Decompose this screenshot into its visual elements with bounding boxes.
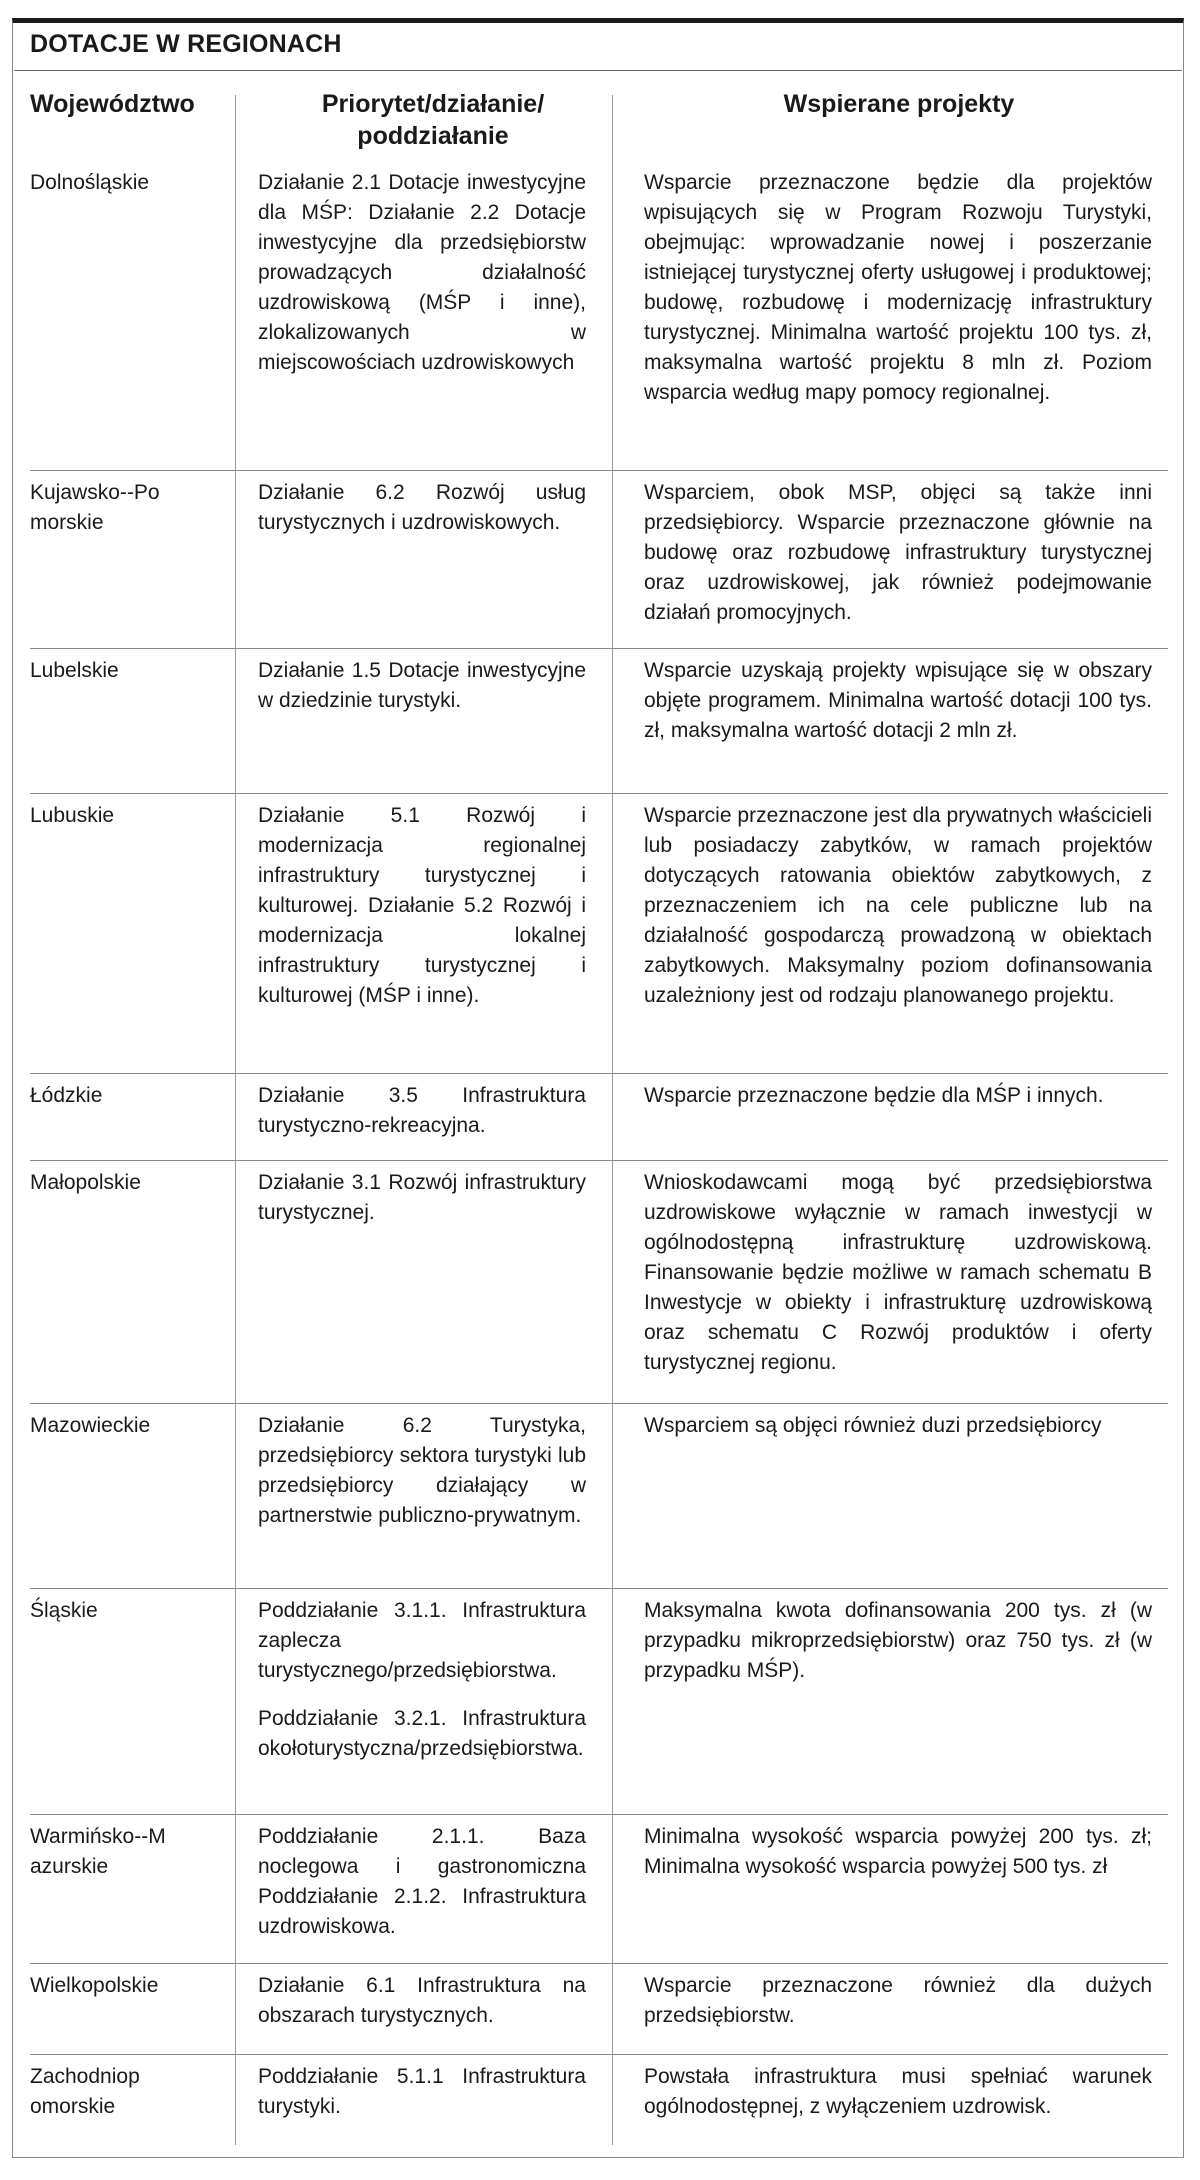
table-row-projects: Wsparcie przeznaczone będzie dla MŚP i innych. bbox=[644, 1084, 1104, 1107]
table-row-region: Lubuskie bbox=[30, 804, 115, 827]
row-separator bbox=[30, 1814, 1168, 1815]
table-row-action-secondary: Poddziałanie 3.2.1. Infrastruktura okołoturystyczna/przedsiębiorstwa. bbox=[258, 1707, 586, 1760]
table-row-action: Działanie 5.1 Rozwój i modernizacja regionalnej infrastruktury turystycznej i kulturowej. Działanie 5.2 Rozwój i modernizacja lokalnej infrastruktury turystycznej i kulturowej (MŚP i inne). bbox=[258, 804, 586, 1007]
column-header-action-line1: Priorytet/działanie/ bbox=[321, 90, 545, 118]
table-row-region: Małopolskie bbox=[30, 1171, 141, 1194]
row-separator bbox=[30, 1073, 1168, 1074]
table-row-action: Działanie 2.1 Dotacje inwestycyjne dla MŚP: Działanie 2.2 Dotacje inwestycyjne dla przedsiębiorstw prowadzących działalność uzdrowiskową (MŚP i inne), zlokalizowanych w miejscowościach uzdrowiskowych bbox=[258, 171, 586, 374]
table-title: DOTACJE W REGIONACH bbox=[30, 30, 342, 58]
table-row-region: Zachodniopomorskie bbox=[30, 2065, 140, 2118]
table-row-projects: Minimalna wysokość wsparcia powyżej 200 tys. zł; Minimalna wysokość wsparcia powyżej 500 tys. zł bbox=[644, 1825, 1152, 1878]
row-separator bbox=[30, 648, 1168, 649]
table-row-projects: Wnioskodawcami mogą być przedsiębiorstwa uzdrowiskowe wyłącznie w ramach inwestycji w ogólnodostępną infrastrukturę uzdrowiskową. Finansowanie będzie możliwe w ramach schematu B Inwestycje w obiekty i infrastrukturę uzdrowiskową oraz schematu C Rozwój produktów i oferty turystycznej regionu. bbox=[644, 1171, 1152, 1374]
table-row-region: Śląskie bbox=[30, 1599, 98, 1622]
table-row-action: Działanie 6.2 Turystyka, przedsiębiorcy sektora turystyki lub przedsiębiorcy działający w partnerstwie publiczno-prywatnym. bbox=[258, 1414, 586, 1527]
table-row-region: Mazowieckie bbox=[30, 1414, 151, 1437]
table-row-action: Działanie 3.5 Infrastruktura turystyczno-rekreacyjna. bbox=[258, 1084, 586, 1137]
table-row-projects: Powstała infrastruktura musi spełniać warunek ogólnodostępnej, z wyłączeniem uzdrowisk. bbox=[644, 2065, 1152, 2118]
table-row-projects: Wsparcie przeznaczone będzie dla projektów wpisujących się w Program Rozwoju Turystyki, obejmując: wprowadzanie nowej i poszerzanie istniejącej turystycznej oferty usługowej i produktowej; budowę, rozbudowę i modernizację infrastruktury turystycznej. Minimalna wartość projektu 100 tys. zł, maksymalna wartość projektu 8 mln zł. Poziom wsparcia według mapy pomocy regionalnej. bbox=[644, 171, 1152, 404]
column-separator-1 bbox=[235, 95, 236, 2145]
table-row-projects: Wsparciem, obok MSP, objęci są także inni przedsiębiorcy. Wsparcie przeznaczone głównie na budowę oraz rozbudowę infrastruktury turystycznej oraz uzdrowiskowej, jak również podejmowanie działań promocyjnych. bbox=[644, 481, 1152, 624]
table-row-region: Dolnośląskie bbox=[30, 171, 150, 194]
row-separator bbox=[30, 1160, 1168, 1161]
table-row-action: Działanie 3.1 Rozwój infrastruktury turystycznej. bbox=[258, 1171, 586, 1224]
table-row-projects: Wsparciem są objęci również duzi przedsiębiorcy bbox=[644, 1414, 1102, 1437]
table-row-projects: Maksymalna kwota dofinansowania 200 tys. zł (w przypadku mikroprzedsiębiorstw) oraz 750 tys. zł (w przypadku MŚP). bbox=[644, 1599, 1152, 1682]
table-row-region: Warmińsko--Mazurskie bbox=[30, 1825, 166, 1878]
column-header-action-line2: poddziałanie bbox=[357, 122, 509, 150]
column-header-projects: Wspierane projekty bbox=[783, 90, 1015, 118]
row-separator bbox=[30, 793, 1168, 794]
table-row-action: Poddziałanie 5.1.1 Infrastruktura turystyki. bbox=[258, 2065, 586, 2118]
table-row-action: Poddziałanie 3.1.1. Infrastruktura zaplecza turystycznego/przedsiębiorstwa. bbox=[258, 1599, 586, 1682]
table-row-projects: Wsparcie uzyskają projekty wpisujące się w obszary objęte programem. Minimalna wartość dotacji 100 tys. zł, maksymalna wartość dotacji 2 mln zł. bbox=[644, 659, 1152, 742]
table-row-region: Łódzkie bbox=[30, 1084, 103, 1107]
row-separator bbox=[30, 470, 1168, 471]
table-row-action: Poddziałanie 2.1.1. Baza noclegowa i gastronomiczna Poddziałanie 2.1.2. Infrastruktura uzdrowiskowa. bbox=[258, 1825, 586, 1938]
row-separator bbox=[30, 2054, 1168, 2055]
table-row-action: Działanie 1.5 Dotacje inwestycyjne w dziedzinie turystyki. bbox=[258, 659, 586, 712]
table-row-region: Lubelskie bbox=[30, 659, 119, 682]
title-divider bbox=[14, 70, 1182, 71]
table-row-action: Działanie 6.2 Rozwój usług turystycznych i uzdrowiskowych. bbox=[258, 481, 586, 534]
column-separator-2 bbox=[612, 95, 613, 2145]
row-separator bbox=[30, 1963, 1168, 1964]
table-row-projects: Wsparcie przeznaczone również dla dużych przedsiębiorstw. bbox=[644, 1974, 1152, 2027]
table-row-region: Wielkopolskie bbox=[30, 1974, 159, 1997]
row-separator bbox=[30, 1403, 1168, 1404]
table-row-projects: Wsparcie przeznaczone jest dla prywatnych właścicieli lub posiadaczy zabytków, w ramach projektów dotyczących ratowania obiektów zabytkowych, z przeznaczeniem ich na cele publiczne lub na działalność gospodarczą prowadzoną w obiektach zabytkowych. Maksymalny poziom dofinansowania uzależniony jest od rodzaju planowanego projektu. bbox=[644, 804, 1152, 1007]
column-header-action bbox=[258, 88, 608, 152]
row-separator bbox=[30, 1588, 1168, 1589]
table-row-region: Kujawsko--Pomorskie bbox=[30, 481, 160, 534]
table-row-action: Działanie 6.1 Infrastruktura na obszarach turystycznych. bbox=[258, 1974, 586, 2027]
column-header-region: Województwo bbox=[30, 90, 195, 118]
